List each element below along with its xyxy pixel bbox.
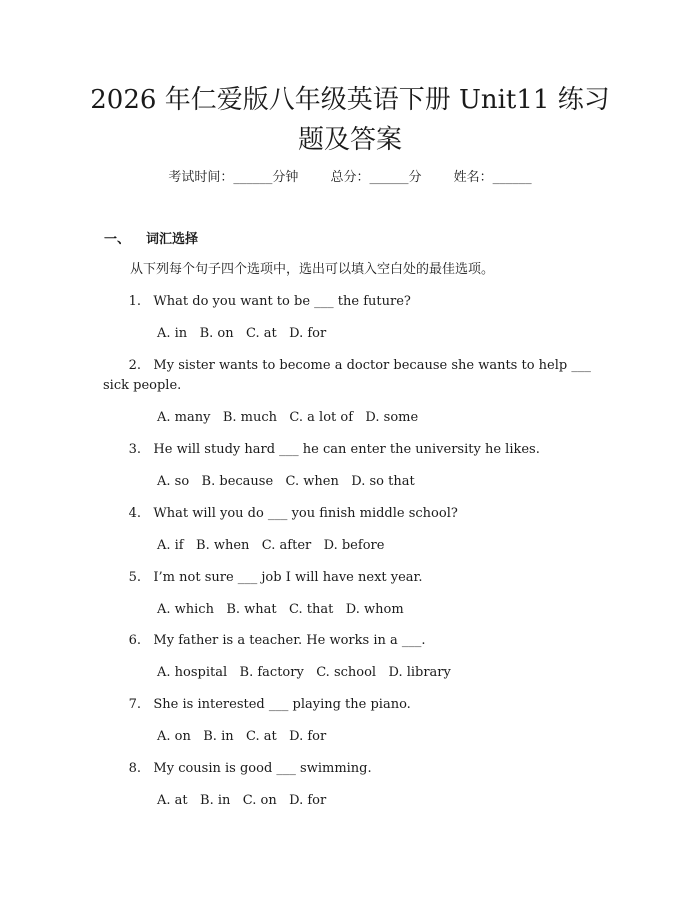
question-2-options: A. many B. much C. a lot of D. some [157,410,419,425]
section-number: 一、 [104,232,131,247]
question-text: She is interested ___ playing the piano. [153,697,411,712]
question-6-options: A. hospital B. factory C. school D. library [157,665,451,680]
question-8-options: A. at B. in C. on D. for [157,793,327,808]
question-3 [103,440,603,460]
question-text: My father is a teacher. He works in a ___. [153,633,426,648]
exam-time: 考试时间：______分钟 [168,170,299,185]
title-line-1: 2026 年仁爱版八年级英语下册 Unit11 练习 [90,85,610,115]
document-title [0,80,700,160]
question-4-options: A. if B. when C. after D. before [157,538,385,553]
question-text: He will study hard ___ he can enter the university he likes. [153,442,540,457]
question-5-options: A. which B. what C. that D. whom [157,602,404,617]
question-text: What will you do ___ you finish middle school? [153,506,458,521]
question-number: 6. [128,633,141,648]
exam-total-score: 总分：______分 [330,170,422,185]
question-8 [103,759,603,779]
question-text: My sister wants to become a doctor because she wants to help ___ [153,358,591,373]
question-number: 4. [128,506,141,521]
question-text: I’m not sure ___ job I will have next year. [153,570,423,585]
question-number: 2. [128,358,141,373]
title-line-2: 题及答案 [297,125,402,155]
student-name: 姓名：______ [453,170,532,185]
question-number: 3. [128,442,141,457]
question-4 [103,504,603,524]
question-3-options: A. so B. because C. when D. so that [157,474,415,489]
question-7 [103,695,603,715]
question-2-continuation: sick people. [103,378,182,393]
question-text: What do you want to be ___ the future? [153,294,411,309]
question-text: My cousin is good ___ swimming. [153,761,372,776]
question-number: 8. [128,761,141,776]
exam-meta [0,168,700,188]
question-number: 7. [128,697,141,712]
question-1-options: A. in B. on C. at D. for [157,326,327,341]
question-number: 1. [128,294,141,309]
question-7-options: A. on B. in C. at D. for [157,729,327,744]
section-title: 词汇选择 [146,232,199,247]
section-heading [104,230,198,250]
question-5 [103,568,603,588]
question-2 [103,356,603,376]
question-6 [103,631,603,651]
question-number: 5. [128,570,141,585]
question-1 [103,292,603,312]
section-instruction: 从下列每个句子四个选项中，选出可以填入空白处的最佳选项。 [130,262,495,277]
